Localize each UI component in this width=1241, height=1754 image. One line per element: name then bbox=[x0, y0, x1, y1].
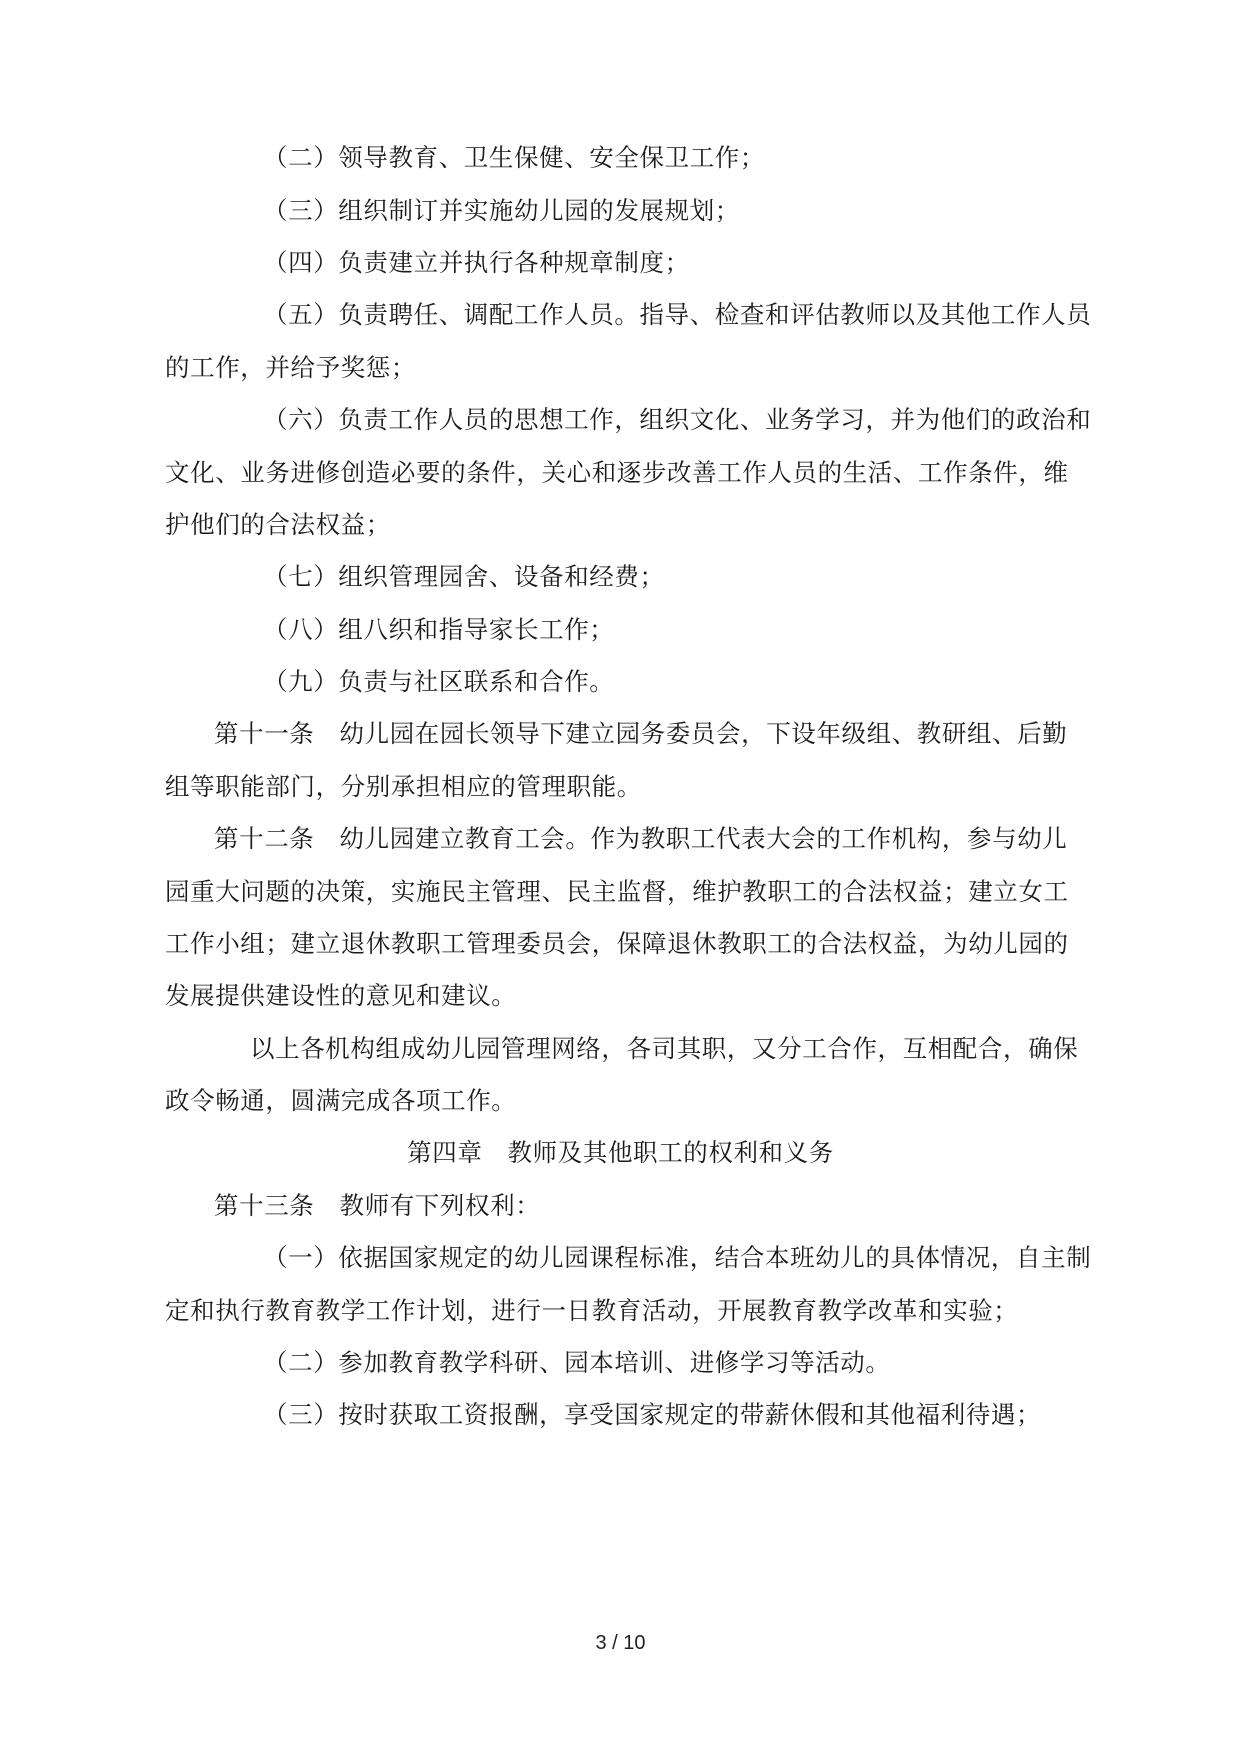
paragraph-line: （六）负责工作人员的思想工作，组织文化、业务学习，并为他们的政治和 bbox=[263, 405, 1092, 434]
paragraph-line: （八）组八织和指导家长工作； bbox=[263, 615, 615, 644]
paragraph-line: （五）负责聘任、调配工作人员。指导、检查和评估教师以及其他工作人员 bbox=[263, 300, 1092, 329]
paragraph-line: 发展提供建设性的意见和建议。 bbox=[165, 981, 517, 1010]
paragraph-line: 园重大问题的决策，实施民主管理、民主监督，维护教职工的合法权益；建立女工 bbox=[165, 877, 1069, 906]
paragraph-line: 组等职能部门，分别承担相应的管理职能。 bbox=[165, 772, 642, 801]
paragraph-line: 定和执行教育教学工作计划，进行一日教育活动，开展教育教学改革和实验； bbox=[165, 1296, 1019, 1325]
paragraph-line: （二）领导教育、卫生保健、安全保卫工作； bbox=[263, 143, 765, 172]
paragraph-line: （三）组织制订并实施幼儿园的发展规划； bbox=[263, 196, 740, 225]
paragraph-line: （四）负责建立并执行各种规章制度； bbox=[263, 248, 690, 277]
paragraph-line: 护他们的合法权益； bbox=[165, 510, 391, 539]
paragraph-line: （二）参加教育教学科研、园本培训、进修学习等活动。 bbox=[263, 1348, 891, 1377]
paragraph-line: 政令畅通，圆满完成各项工作。 bbox=[165, 1086, 517, 1115]
page-number: 3 / 10 bbox=[595, 1632, 646, 1654]
paragraph-line: （七）组织管理园舍、设备和经费； bbox=[263, 562, 665, 591]
article-heading-line: 第十一条 幼儿园在园长领导下建立园务委员会，下设年级组、教研组、后勤 bbox=[214, 719, 1068, 748]
paragraph-line: 文化、业务进修创造必要的条件，关心和逐步改善工作人员的生活、工作条件，维 bbox=[165, 458, 1069, 487]
article-heading-line: 第十三条 教师有下列权利： bbox=[214, 1191, 541, 1220]
paragraph-line: 工作小组；建立退休教职工管理委员会，保障退休教职工的合法权益，为幼儿园的 bbox=[165, 929, 1069, 958]
paragraph-line: （一）依据国家规定的幼儿园课程标准，结合本班幼儿的具体情况，自主制 bbox=[263, 1243, 1092, 1272]
chapter-title: 第四章 教师及其他职工的权利和义务 bbox=[407, 1138, 834, 1167]
paragraph-line: 的工作，并给予奖惩； bbox=[165, 353, 416, 382]
article-heading-line: 第十二条 幼儿园建立教育工会。作为教职工代表大会的工作机构，参与幼儿 bbox=[214, 824, 1068, 853]
paragraph-line: （三）按时获取工资报酬，享受国家规定的带薪休假和其他福利待遇； bbox=[263, 1400, 1042, 1429]
paragraph-line: 以上各机构组成幼儿园管理网络，各司其职，又分工合作，互相配合，确保 bbox=[250, 1034, 1079, 1063]
paragraph-line: （九）负责与社区联系和合作。 bbox=[263, 667, 615, 696]
